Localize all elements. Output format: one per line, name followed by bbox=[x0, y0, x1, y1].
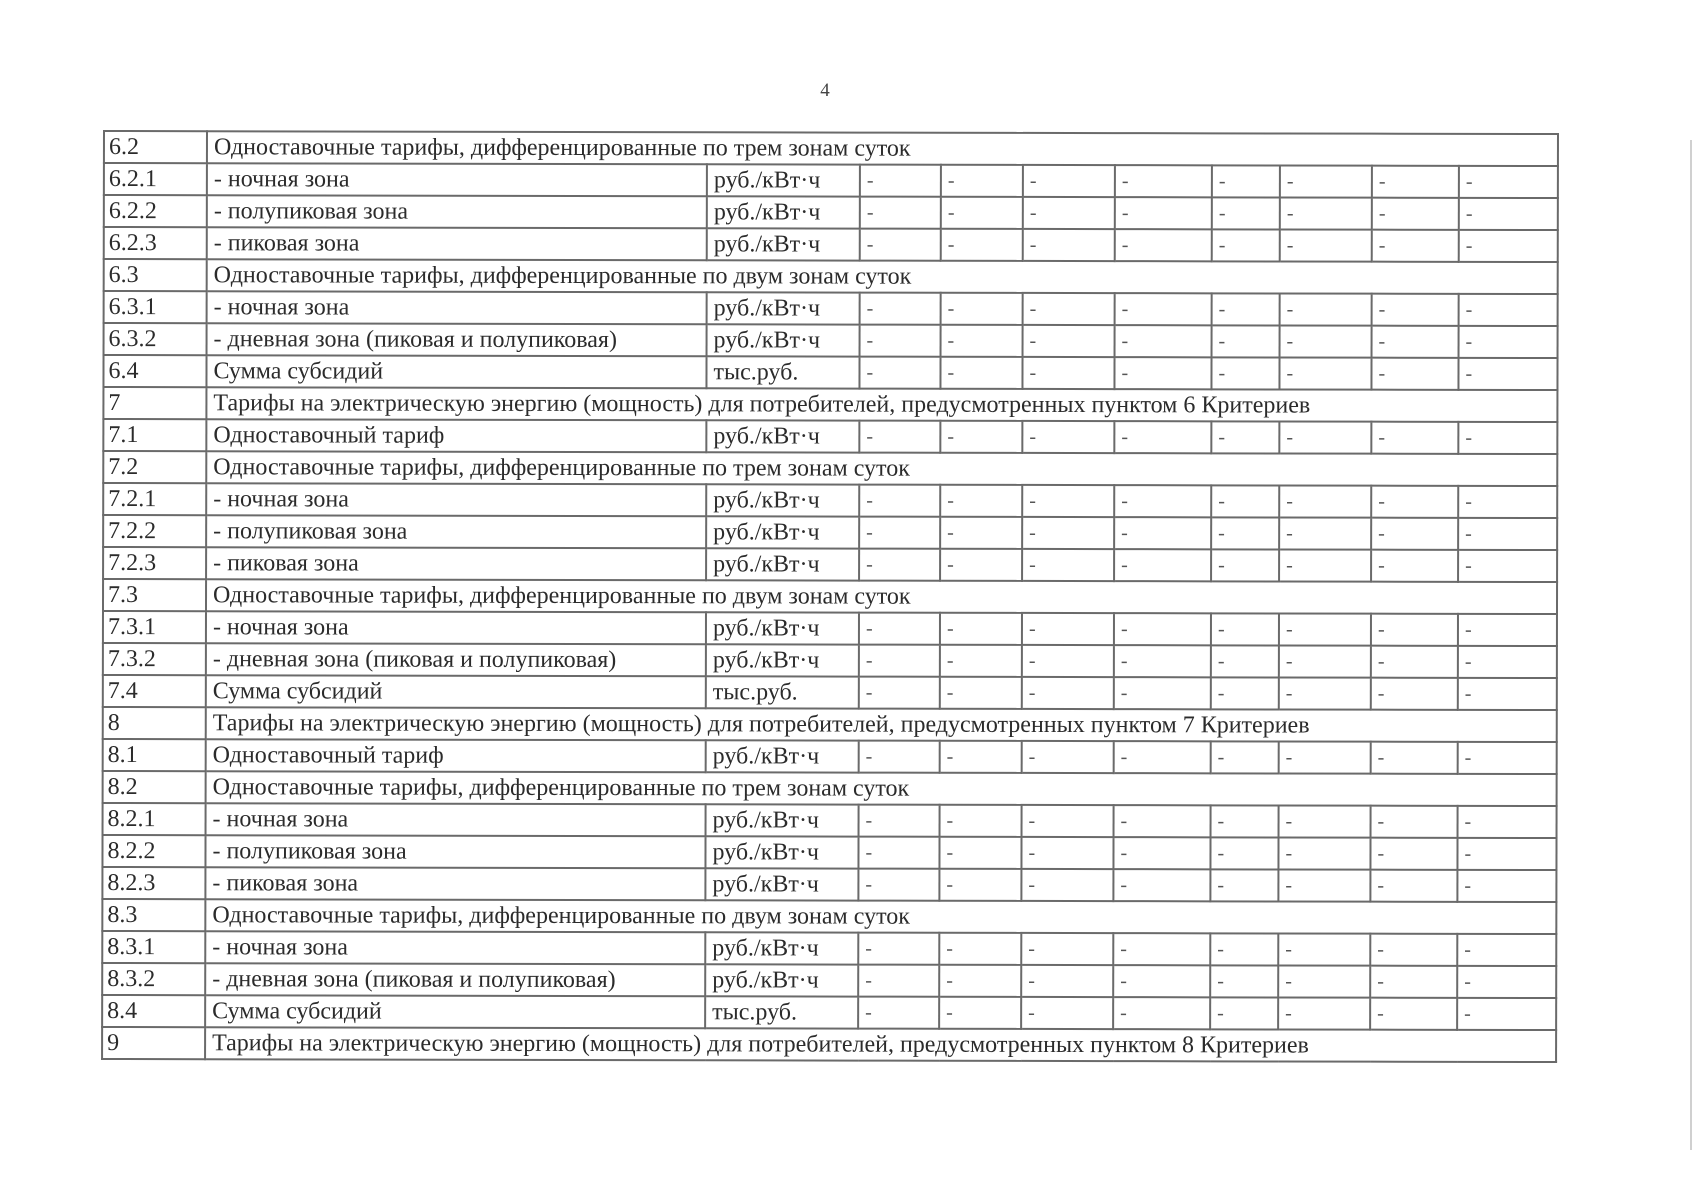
value-cell: - bbox=[1212, 165, 1280, 197]
row-name: - пиковая зона bbox=[207, 227, 707, 260]
row-code: 7.4 bbox=[103, 675, 206, 707]
value-cell: - bbox=[1021, 837, 1113, 869]
section-row bbox=[104, 259, 1558, 294]
value-cell: - bbox=[1279, 613, 1371, 645]
scan-edge-line bbox=[1690, 140, 1692, 1150]
row-code: 8.2.1 bbox=[103, 803, 206, 835]
value-cell: - bbox=[1211, 485, 1279, 517]
section-row bbox=[103, 707, 1557, 742]
value-cell: - bbox=[940, 421, 1022, 453]
value-cell: - bbox=[1372, 294, 1459, 326]
section-title: Одноставочные тарифы, дифференцированные по двум зонам суток bbox=[206, 579, 1557, 614]
section-title: Тарифы на электрическую энергию (мощность) для потребителей, предусмотренных пунктом 6 Критериев bbox=[206, 387, 1557, 422]
value-cell: - bbox=[858, 997, 939, 1029]
value-cell: - bbox=[941, 229, 1023, 261]
row-unit: руб./кВт·ч bbox=[706, 612, 859, 644]
page-number: 4 bbox=[820, 80, 830, 101]
row-name: - пиковая зона bbox=[206, 547, 706, 580]
value-cell: - bbox=[1023, 229, 1115, 261]
value-cell: - bbox=[939, 997, 1021, 1029]
value-cell: - bbox=[1022, 421, 1114, 453]
row-code: 6.3.2 bbox=[104, 323, 207, 355]
table-row bbox=[103, 355, 1557, 390]
value-cell: - bbox=[1210, 933, 1278, 965]
table-row bbox=[103, 515, 1557, 550]
value-cell: - bbox=[1211, 549, 1279, 581]
row-name: - дневная зона (пиковая и полупиковая) bbox=[206, 643, 706, 676]
table-row bbox=[104, 323, 1558, 358]
value-cell: - bbox=[1280, 325, 1372, 357]
value-cell: - bbox=[1459, 166, 1558, 198]
section-row bbox=[102, 899, 1556, 934]
tariff-table-container bbox=[101, 130, 1557, 1063]
row-code: 7.2.1 bbox=[103, 483, 206, 515]
row-code: 8.3.2 bbox=[102, 963, 205, 995]
value-cell: - bbox=[1459, 198, 1558, 230]
table-row bbox=[103, 675, 1557, 710]
value-cell: - bbox=[940, 549, 1022, 581]
value-cell: - bbox=[1022, 645, 1114, 677]
value-cell: - bbox=[1113, 933, 1210, 965]
row-code: 6.2.1 bbox=[104, 163, 207, 195]
row-name: - полупиковая зона bbox=[205, 835, 705, 868]
value-cell: - bbox=[859, 613, 940, 645]
value-cell: - bbox=[1114, 613, 1211, 645]
value-cell: - bbox=[1371, 486, 1458, 518]
row-name: - ночная зона bbox=[206, 483, 706, 516]
value-cell: - bbox=[1115, 325, 1212, 357]
value-cell: - bbox=[859, 485, 940, 517]
table-row bbox=[102, 867, 1556, 902]
value-cell: - bbox=[1457, 838, 1556, 870]
value-cell: - bbox=[1280, 229, 1372, 261]
value-cell: - bbox=[859, 517, 940, 549]
value-cell: - bbox=[1370, 838, 1457, 870]
value-cell: - bbox=[1457, 966, 1556, 998]
value-cell: - bbox=[1212, 325, 1280, 357]
value-cell: - bbox=[1211, 517, 1279, 549]
value-cell: - bbox=[859, 805, 940, 837]
value-cell: - bbox=[1371, 614, 1458, 646]
value-cell: - bbox=[940, 805, 1022, 837]
row-code: 7 bbox=[103, 387, 206, 419]
value-cell: - bbox=[1458, 486, 1557, 518]
row-code: 8 bbox=[103, 707, 206, 739]
value-cell: - bbox=[1210, 997, 1278, 1029]
row-code: 6.3 bbox=[104, 259, 207, 291]
value-cell: - bbox=[1457, 870, 1556, 902]
value-cell: - bbox=[1280, 197, 1372, 229]
row-code: 6.4 bbox=[103, 355, 206, 387]
value-cell: - bbox=[1022, 517, 1114, 549]
row-code: 7.3.2 bbox=[103, 643, 206, 675]
value-cell: - bbox=[1278, 869, 1370, 901]
value-cell: - bbox=[1459, 230, 1558, 262]
row-unit: руб./кВт·ч bbox=[706, 548, 859, 580]
value-cell: - bbox=[859, 677, 940, 709]
value-cell: - bbox=[859, 645, 940, 677]
value-cell: - bbox=[941, 293, 1023, 325]
value-cell: - bbox=[1211, 357, 1279, 389]
value-cell: - bbox=[1279, 677, 1371, 709]
row-name: - полупиковая зона bbox=[206, 515, 706, 548]
value-cell: - bbox=[1114, 677, 1211, 709]
row-unit: руб./кВт·ч bbox=[705, 964, 858, 996]
table-row bbox=[104, 195, 1558, 230]
value-cell: - bbox=[940, 485, 1022, 517]
value-cell: - bbox=[858, 869, 939, 901]
value-cell: - bbox=[1278, 997, 1370, 1029]
row-unit: руб./кВт·ч bbox=[707, 164, 860, 196]
row-name: Одноставочный тариф bbox=[206, 419, 706, 452]
value-cell: - bbox=[1278, 837, 1370, 869]
row-code: 8.2.2 bbox=[102, 835, 205, 867]
value-cell: - bbox=[1114, 485, 1211, 517]
value-cell: - bbox=[1022, 613, 1114, 645]
value-cell: - bbox=[1458, 518, 1557, 550]
table-row bbox=[103, 547, 1557, 582]
section-row bbox=[103, 451, 1557, 486]
value-cell: - bbox=[941, 165, 1023, 197]
value-cell: - bbox=[1023, 165, 1115, 197]
value-cell: - bbox=[859, 741, 940, 773]
row-unit: руб./кВт·ч bbox=[706, 804, 859, 836]
row-code: 7.1 bbox=[103, 419, 206, 451]
value-cell: - bbox=[1279, 549, 1371, 581]
value-cell: - bbox=[1280, 293, 1372, 325]
value-cell: - bbox=[1022, 549, 1114, 581]
value-cell: - bbox=[1114, 549, 1211, 581]
value-cell: - bbox=[1114, 517, 1211, 549]
value-cell: - bbox=[940, 645, 1022, 677]
value-cell: - bbox=[1114, 805, 1211, 837]
value-cell: - bbox=[1212, 293, 1280, 325]
section-row bbox=[104, 131, 1558, 166]
row-name: - ночная зона bbox=[206, 803, 706, 836]
value-cell: - bbox=[1370, 870, 1457, 902]
value-cell: - bbox=[1211, 613, 1279, 645]
value-cell: - bbox=[1371, 422, 1458, 454]
row-unit: руб./кВт·ч bbox=[705, 932, 858, 964]
value-cell: - bbox=[1458, 742, 1557, 774]
value-cell: - bbox=[1022, 677, 1114, 709]
value-cell: - bbox=[1278, 933, 1370, 965]
value-cell: - bbox=[1279, 645, 1371, 677]
value-cell: - bbox=[1211, 421, 1279, 453]
value-cell: - bbox=[1022, 805, 1114, 837]
value-cell: - bbox=[940, 677, 1022, 709]
row-unit: тыс.руб. bbox=[706, 356, 859, 388]
value-cell: - bbox=[1457, 998, 1556, 1030]
value-cell: - bbox=[1211, 805, 1279, 837]
value-cell: - bbox=[939, 869, 1021, 901]
value-cell: - bbox=[1372, 230, 1459, 262]
row-name: - дневная зона (пиковая и полупиковая) bbox=[205, 963, 705, 996]
value-cell: - bbox=[1279, 357, 1371, 389]
value-cell: - bbox=[1371, 646, 1458, 678]
value-cell: - bbox=[1372, 166, 1459, 198]
row-name: - ночная зона bbox=[207, 291, 707, 324]
table-row bbox=[102, 835, 1556, 870]
table-row bbox=[103, 419, 1557, 454]
value-cell: - bbox=[1279, 517, 1371, 549]
value-cell: - bbox=[1370, 966, 1457, 998]
value-cell: - bbox=[1458, 358, 1557, 390]
section-title: Одноставочные тарифы, дифференцированные по двум зонам суток bbox=[207, 259, 1558, 294]
row-unit: руб./кВт·ч bbox=[706, 484, 859, 516]
value-cell: - bbox=[941, 325, 1023, 357]
value-cell: - bbox=[1280, 165, 1372, 197]
value-cell: - bbox=[1370, 934, 1457, 966]
value-cell: - bbox=[1113, 869, 1210, 901]
table-row bbox=[103, 643, 1557, 678]
value-cell: - bbox=[1279, 741, 1371, 773]
section-row bbox=[103, 771, 1557, 806]
table-row bbox=[104, 227, 1558, 262]
row-name: - полупиковая зона bbox=[207, 195, 707, 228]
row-name: - пиковая зона bbox=[205, 867, 705, 900]
tariff-table-body bbox=[102, 131, 1558, 1062]
value-cell: - bbox=[859, 549, 940, 581]
row-name: Одноставочный тариф bbox=[206, 739, 706, 772]
value-cell: - bbox=[1114, 357, 1211, 389]
value-cell: - bbox=[860, 197, 941, 229]
row-code: 8.2.3 bbox=[102, 867, 205, 899]
value-cell: - bbox=[860, 293, 941, 325]
row-name: Сумма субсидий bbox=[206, 355, 706, 388]
row-code: 8.3 bbox=[102, 899, 205, 931]
value-cell: - bbox=[1212, 197, 1280, 229]
value-cell: - bbox=[1372, 326, 1459, 358]
row-code: 8.1 bbox=[103, 739, 206, 771]
row-unit: руб./кВт·ч bbox=[707, 324, 860, 356]
row-unit: руб./кВт·ч bbox=[705, 836, 858, 868]
value-cell: - bbox=[1371, 550, 1458, 582]
value-cell: - bbox=[858, 965, 939, 997]
row-name: - ночная зона bbox=[206, 611, 706, 644]
value-cell: - bbox=[1114, 645, 1211, 677]
value-cell: - bbox=[860, 165, 941, 197]
value-cell: - bbox=[1115, 197, 1212, 229]
section-title: Одноставочные тарифы, дифференцированные по трем зонам суток bbox=[207, 131, 1558, 166]
row-name: - ночная зона bbox=[207, 163, 707, 196]
section-row bbox=[103, 579, 1557, 614]
value-cell: - bbox=[1023, 197, 1115, 229]
row-code: 8.3.1 bbox=[102, 931, 205, 963]
value-cell: - bbox=[1115, 229, 1212, 261]
row-code: 9 bbox=[102, 1027, 205, 1059]
row-code: 7.3.1 bbox=[103, 611, 206, 643]
value-cell: - bbox=[1371, 358, 1458, 390]
value-cell: - bbox=[1021, 933, 1113, 965]
row-code: 7.2.3 bbox=[103, 547, 206, 579]
row-code: 7.2 bbox=[103, 451, 206, 483]
table-row bbox=[102, 963, 1556, 998]
row-unit: тыс.руб. bbox=[706, 676, 859, 708]
value-cell: - bbox=[1371, 678, 1458, 710]
row-code: 6.2 bbox=[104, 131, 207, 163]
value-cell: - bbox=[1279, 421, 1371, 453]
value-cell: - bbox=[1212, 229, 1280, 261]
row-unit: руб./кВт·ч bbox=[707, 292, 860, 324]
value-cell: - bbox=[1458, 806, 1557, 838]
value-cell: - bbox=[1021, 997, 1113, 1029]
value-cell: - bbox=[858, 837, 939, 869]
value-cell: - bbox=[1210, 965, 1278, 997]
value-cell: - bbox=[941, 197, 1023, 229]
value-cell: - bbox=[1372, 198, 1459, 230]
value-cell: - bbox=[1211, 741, 1279, 773]
table-row bbox=[103, 483, 1557, 518]
value-cell: - bbox=[1114, 741, 1211, 773]
value-cell: - bbox=[940, 613, 1022, 645]
value-cell: - bbox=[1458, 678, 1557, 710]
row-unit: руб./кВт·ч bbox=[707, 196, 860, 228]
value-cell: - bbox=[1211, 677, 1279, 709]
value-cell: - bbox=[1458, 614, 1557, 646]
table-row bbox=[104, 163, 1558, 198]
value-cell: - bbox=[1022, 741, 1114, 773]
value-cell: - bbox=[939, 965, 1021, 997]
value-cell: - bbox=[1371, 518, 1458, 550]
value-cell: - bbox=[1021, 869, 1113, 901]
section-title: Одноставочные тарифы, дифференцированные по трем зонам суток bbox=[206, 451, 1557, 486]
value-cell: - bbox=[1210, 869, 1278, 901]
row-name: Сумма субсидий bbox=[205, 995, 705, 1028]
row-code: 6.2.3 bbox=[104, 227, 207, 259]
section-title: Тарифы на электрическую энергию (мощность) для потребителей, предусмотренных пунктом 8 Критериев bbox=[205, 1027, 1556, 1062]
tariff-table bbox=[101, 130, 1559, 1063]
row-code: 8.4 bbox=[102, 995, 205, 1027]
section-title: Тарифы на электрическую энергию (мощность) для потребителей, предусмотренных пунктом 7 Критериев bbox=[206, 707, 1557, 742]
table-row bbox=[103, 611, 1557, 646]
row-unit: руб./кВт·ч bbox=[706, 644, 859, 676]
table-row bbox=[102, 995, 1556, 1030]
value-cell: - bbox=[860, 229, 941, 261]
row-unit: руб./кВт·ч bbox=[706, 740, 859, 772]
row-code: 6.3.1 bbox=[104, 291, 207, 323]
section-row bbox=[102, 1027, 1556, 1062]
value-cell: - bbox=[859, 421, 940, 453]
value-cell: - bbox=[1459, 326, 1558, 358]
value-cell: - bbox=[1023, 293, 1115, 325]
row-name: Сумма субсидий bbox=[206, 675, 706, 708]
value-cell: - bbox=[1458, 646, 1557, 678]
table-row bbox=[104, 291, 1558, 326]
table-row bbox=[103, 803, 1557, 838]
row-code: 7.3 bbox=[103, 579, 206, 611]
value-cell: - bbox=[939, 933, 1021, 965]
table-row bbox=[103, 739, 1557, 774]
value-cell: - bbox=[1278, 965, 1370, 997]
row-code: 6.2.2 bbox=[104, 195, 207, 227]
row-unit: руб./кВт·ч bbox=[707, 228, 860, 260]
section-row bbox=[103, 387, 1557, 422]
value-cell: - bbox=[1371, 742, 1458, 774]
value-cell: - bbox=[1458, 422, 1557, 454]
section-title: Одноставочные тарифы, дифференцированные по двум зонам суток bbox=[205, 899, 1556, 934]
value-cell: - bbox=[1115, 293, 1212, 325]
value-cell: - bbox=[940, 517, 1022, 549]
value-cell: - bbox=[1457, 934, 1556, 966]
row-code: 7.2.2 bbox=[103, 515, 206, 547]
value-cell: - bbox=[1458, 550, 1557, 582]
value-cell: - bbox=[1459, 294, 1558, 326]
value-cell: - bbox=[858, 933, 939, 965]
value-cell: - bbox=[860, 325, 941, 357]
row-name: - ночная зона bbox=[205, 931, 705, 964]
value-cell: - bbox=[1022, 485, 1114, 517]
value-cell: - bbox=[1279, 485, 1371, 517]
value-cell: - bbox=[1370, 998, 1457, 1030]
row-name: - дневная зона (пиковая и полупиковая) bbox=[207, 323, 707, 356]
row-unit: руб./кВт·ч bbox=[706, 516, 859, 548]
row-code: 8.2 bbox=[103, 771, 206, 803]
value-cell: - bbox=[1211, 645, 1279, 677]
value-cell: - bbox=[1021, 965, 1113, 997]
value-cell: - bbox=[940, 357, 1022, 389]
value-cell: - bbox=[1114, 421, 1211, 453]
value-cell: - bbox=[940, 741, 1022, 773]
row-unit: руб./кВт·ч bbox=[706, 420, 859, 452]
row-unit: тыс.руб. bbox=[705, 996, 858, 1028]
value-cell: - bbox=[1022, 357, 1114, 389]
value-cell: - bbox=[1113, 965, 1210, 997]
value-cell: - bbox=[1023, 325, 1115, 357]
value-cell: - bbox=[1279, 805, 1371, 837]
value-cell: - bbox=[1113, 837, 1210, 869]
value-cell: - bbox=[1113, 997, 1210, 1029]
value-cell: - bbox=[1115, 165, 1212, 197]
section-title: Одноставочные тарифы, дифференцированные по трем зонам суток bbox=[206, 771, 1557, 806]
value-cell: - bbox=[1371, 806, 1458, 838]
row-unit: руб./кВт·ч bbox=[705, 868, 858, 900]
table-row bbox=[102, 931, 1556, 966]
value-cell: - bbox=[939, 837, 1021, 869]
value-cell: - bbox=[1210, 837, 1278, 869]
value-cell: - bbox=[859, 357, 940, 389]
